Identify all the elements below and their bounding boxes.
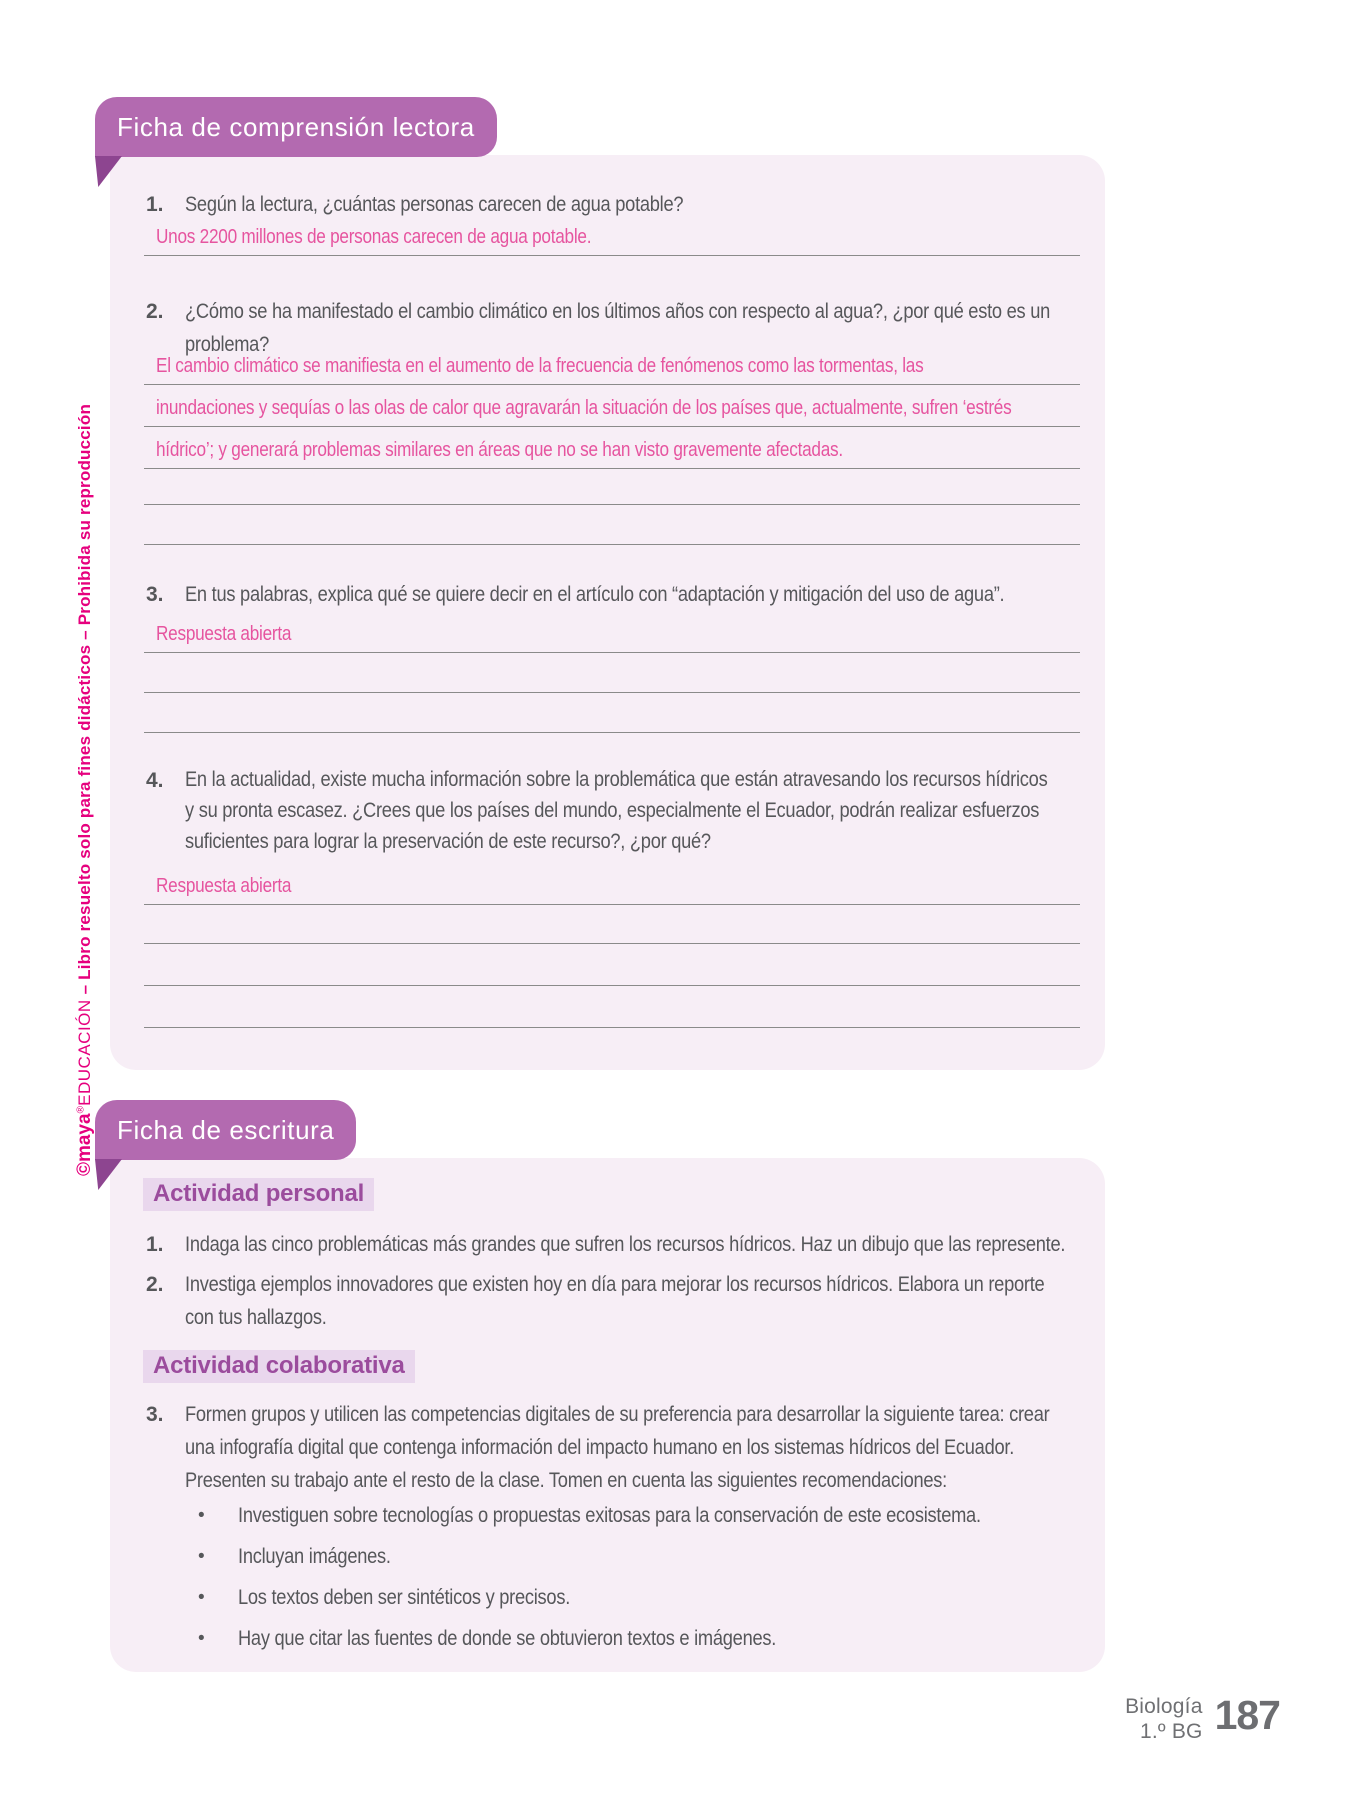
answer-text: hídrico’; y generará problemas similares en áreas que no se han visto gravemente afectadas.: [156, 439, 843, 461]
answer-line: [144, 871, 1080, 905]
answer-text: Respuesta abierta: [156, 623, 292, 645]
answer-line-blank: [144, 511, 1080, 545]
question-text: En tus palabras, explica qué se quiere decir en el artículo con “adaptación y mitigación del uso de agua”.: [185, 583, 1005, 606]
answer-line-blank: [144, 471, 1080, 505]
copyright-notice: – Libro resuelto solo para fines didácticos – Prohibida su reproducción: [75, 403, 94, 1000]
section-tab-reading: [95, 97, 497, 157]
activity-label-personal: Actividad personal: [143, 1178, 374, 1211]
recommendation-bullet: • Los textos deben ser sintéticos y precisos.: [198, 1584, 1098, 1612]
publisher-suffix: EDUCACIÓN: [75, 999, 94, 1106]
section-title-reading: Ficha de comprensión lectora: [117, 112, 475, 142]
answer-line: [144, 393, 1080, 427]
page-number: 187: [1214, 1692, 1280, 1738]
answer-text: Respuesta abierta: [156, 875, 292, 897]
question-number: 3.: [146, 583, 164, 606]
course-info: [1125, 1694, 1203, 1744]
writing-panel: [110, 1158, 1105, 1672]
recommendation-bullet: • Investiguen sobre tecnologías o propuestas exitosas para la conservación de este ecosistema.: [198, 1502, 1098, 1530]
question-text: ¿Cómo se ha manifestado el cambio climático en los últimos años con respecto al agua?, ¿por qué esto es un problema?: [185, 300, 1050, 356]
question-number: 4.: [146, 769, 164, 792]
registered-mark: ®: [75, 1105, 87, 1114]
question-text: En la actualidad, existe mucha información sobre la problemática que están atravesando los recursos hídricos y su pronta escasez. ¿Crees que los países del mundo, especialmente el Ecuador, podrán realizar esfuerzos suficientes para lograr la preservación de este recurso?, ¿por qué?: [185, 768, 1048, 853]
course-subject: Biología: [1125, 1695, 1203, 1718]
question-number: 1.: [146, 193, 164, 216]
answer-line: [144, 435, 1080, 469]
item-number: 3.: [146, 1403, 164, 1426]
section-title-writing: Ficha de escritura: [117, 1115, 335, 1145]
answer-line: [144, 222, 1080, 256]
answer-line-blank: [144, 699, 1080, 733]
answer-line-blank: [144, 910, 1080, 944]
answer-line: [144, 351, 1080, 385]
page-footer: [1020, 1694, 1280, 1744]
item-text: Formen grupos y utilicen las competencias digitales de su preferencia para desarrollar la siguiente tarea: crear una infografía digital que contenga información del impacto humano en los sistemas hídricos del Ecuador. Presenten su trabajo ante el resto de la clase. Tomen en cuenta las siguientes recomendaciones:: [185, 1403, 1050, 1492]
answer-line-blank: [144, 952, 1080, 986]
reading-panel: [110, 155, 1105, 1070]
answer-line: [144, 619, 1080, 653]
recommendation-bullet: • Incluyan imágenes.: [198, 1543, 1098, 1571]
answer-line-blank: [144, 659, 1080, 693]
activity-label-collaborative: Actividad colaborativa: [143, 1350, 415, 1383]
item-number: 1.: [146, 1233, 164, 1256]
item-number: 2.: [146, 1273, 164, 1296]
item-text: Investiga ejemplos innovadores que existen hoy en día para mejorar los recursos hídricos. Elabora un reporte con tus hallazgos.: [185, 1273, 1045, 1329]
answer-line-blank: [144, 994, 1080, 1028]
answer-text: Unos 2200 millones de personas carecen de agua potable.: [156, 226, 592, 248]
section-tab-writing: [95, 1100, 356, 1160]
copyright-sidebar: [74, 404, 96, 1176]
course-grade: 1.º BG: [1140, 1720, 1203, 1743]
recommendation-bullet: • Hay que citar las fuentes de donde se obtuvieron textos e imágenes.: [198, 1625, 1098, 1653]
publisher-brand: ©maya: [74, 1113, 95, 1177]
question-number: 2.: [146, 300, 164, 323]
answer-text: inundaciones y sequías o las olas de calor que agravarán la situación de los países que, actualmente, sufren ‘estrés: [156, 397, 1012, 419]
question-text: Según la lectura, ¿cuántas personas carecen de agua potable?: [185, 193, 684, 216]
item-text: Indaga las cinco problemáticas más grandes que sufren los recursos hídricos. Haz un dibujo que las represente.: [185, 1233, 1066, 1256]
answer-text: El cambio climático se manifiesta en el aumento de la frecuencia de fenómenos como las tormentas, las: [156, 355, 924, 377]
